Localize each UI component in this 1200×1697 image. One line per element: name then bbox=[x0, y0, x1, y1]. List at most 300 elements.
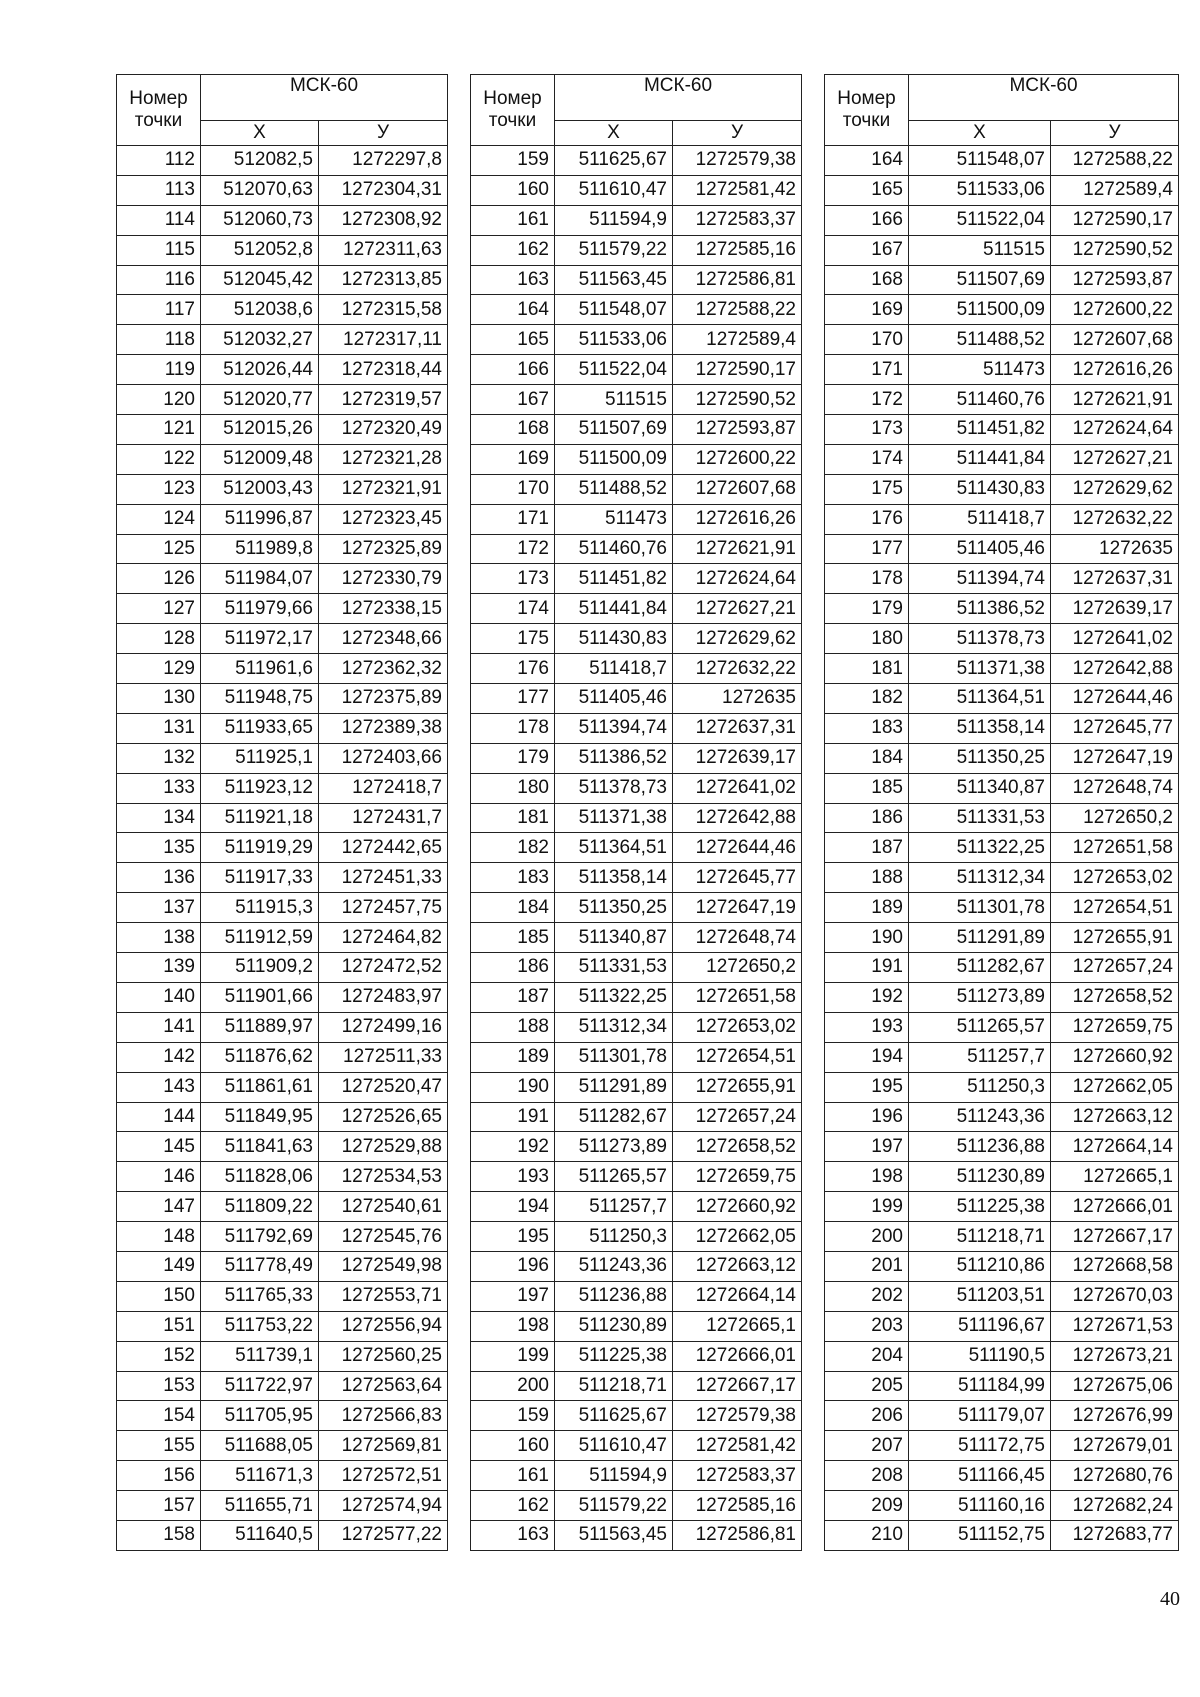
x-coordinate-cell: 511849,95 bbox=[201, 1102, 319, 1132]
y-coordinate-cell: 1272666,01 bbox=[1051, 1192, 1179, 1222]
y-coordinate-cell: 1272624,64 bbox=[673, 564, 802, 594]
table-row bbox=[825, 295, 1179, 325]
x-coordinate-cell: 512038,6 bbox=[201, 295, 319, 325]
table-row bbox=[825, 265, 1179, 295]
table-row bbox=[471, 1042, 802, 1072]
point-number-cell: 156 bbox=[117, 1461, 201, 1491]
y-coordinate-cell: 1272639,17 bbox=[1051, 594, 1179, 624]
y-coordinate-cell: 1272581,42 bbox=[673, 1431, 802, 1461]
point-number-cell: 125 bbox=[117, 534, 201, 564]
x-coordinate-cell: 511196,67 bbox=[909, 1311, 1051, 1341]
x-coordinate-cell: 511273,89 bbox=[555, 1132, 673, 1162]
y-coordinate-cell: 1272673,21 bbox=[1051, 1341, 1179, 1371]
x-coordinate-cell: 511225,38 bbox=[555, 1341, 673, 1371]
point-number-cell: 194 bbox=[471, 1192, 555, 1222]
y-coordinate-cell: 1272624,64 bbox=[1051, 415, 1179, 445]
y-coordinate-cell: 1272321,28 bbox=[319, 444, 448, 474]
y-coordinate-cell: 1272483,97 bbox=[319, 982, 448, 1012]
table-row bbox=[471, 803, 802, 833]
table-row bbox=[117, 1311, 448, 1341]
x-coordinate-cell: 511765,33 bbox=[201, 1281, 319, 1311]
table-row bbox=[471, 1162, 802, 1192]
table-row bbox=[117, 1281, 448, 1311]
x-coordinate-cell: 511841,63 bbox=[201, 1132, 319, 1162]
y-column-header: У bbox=[319, 121, 448, 146]
table-row bbox=[117, 474, 448, 504]
table-row bbox=[117, 1371, 448, 1401]
x-coordinate-cell: 511972,17 bbox=[201, 624, 319, 654]
table-row bbox=[825, 1102, 1179, 1132]
point-number-cell: 167 bbox=[825, 235, 909, 265]
point-number-cell: 178 bbox=[825, 564, 909, 594]
x-coordinate-cell: 511322,25 bbox=[909, 833, 1051, 863]
point-number-cell: 202 bbox=[825, 1281, 909, 1311]
x-coordinate-cell: 511243,36 bbox=[555, 1251, 673, 1281]
x-coordinate-cell: 511386,52 bbox=[555, 743, 673, 773]
table-row bbox=[117, 295, 448, 325]
y-coordinate-cell: 1272644,46 bbox=[1051, 684, 1179, 714]
y-coordinate-cell: 1272572,51 bbox=[319, 1461, 448, 1491]
point-number-cell: 173 bbox=[471, 564, 555, 594]
x-coordinate-cell: 511340,87 bbox=[555, 923, 673, 953]
point-number-cell: 147 bbox=[117, 1192, 201, 1222]
y-coordinate-cell: 1272579,38 bbox=[673, 146, 802, 176]
y-coordinate-cell: 1272644,46 bbox=[673, 833, 802, 863]
y-coordinate-cell: 1272683,77 bbox=[1051, 1520, 1179, 1550]
x-coordinate-cell: 511230,89 bbox=[909, 1162, 1051, 1192]
table-row bbox=[471, 863, 802, 893]
y-coordinate-cell: 1272607,68 bbox=[673, 474, 802, 504]
x-coordinate-cell: 511364,51 bbox=[909, 684, 1051, 714]
table-row bbox=[117, 1162, 448, 1192]
table-row bbox=[471, 1012, 802, 1042]
coordinate-table bbox=[824, 74, 1179, 1551]
x-coordinate-cell: 511371,38 bbox=[555, 803, 673, 833]
point-number-cell: 207 bbox=[825, 1431, 909, 1461]
table-row bbox=[471, 385, 802, 415]
x-coordinate-cell: 511925,1 bbox=[201, 743, 319, 773]
x-coordinate-cell: 511322,25 bbox=[555, 982, 673, 1012]
x-coordinate-cell: 511610,47 bbox=[555, 175, 673, 205]
point-number-cell: 201 bbox=[825, 1251, 909, 1281]
point-number-cell: 135 bbox=[117, 833, 201, 863]
point-number-cell: 136 bbox=[117, 863, 201, 893]
y-coordinate-cell: 1272654,51 bbox=[1051, 893, 1179, 923]
y-coordinate-cell: 1272588,22 bbox=[1051, 146, 1179, 176]
y-coordinate-cell: 1272635 bbox=[673, 684, 802, 714]
point-number-cell: 117 bbox=[117, 295, 201, 325]
x-coordinate-cell: 511473 bbox=[909, 355, 1051, 385]
point-number-cell: 188 bbox=[471, 1012, 555, 1042]
table-row bbox=[825, 1072, 1179, 1102]
table-row bbox=[825, 534, 1179, 564]
point-number-cell: 180 bbox=[471, 773, 555, 803]
point-number-cell: 121 bbox=[117, 415, 201, 445]
y-coordinate-cell: 1272650,2 bbox=[1051, 803, 1179, 833]
point-number-cell: 168 bbox=[471, 415, 555, 445]
table-row bbox=[117, 923, 448, 953]
x-coordinate-cell: 511671,3 bbox=[201, 1461, 319, 1491]
point-number-cell: 143 bbox=[117, 1072, 201, 1102]
table-row bbox=[117, 1132, 448, 1162]
point-number-cell: 112 bbox=[117, 146, 201, 176]
y-coordinate-cell: 1272647,19 bbox=[673, 893, 802, 923]
table-row bbox=[117, 1222, 448, 1252]
point-number-cell: 130 bbox=[117, 684, 201, 714]
y-coordinate-cell: 1272671,53 bbox=[1051, 1311, 1179, 1341]
table-row bbox=[825, 953, 1179, 983]
point-number-cell: 114 bbox=[117, 205, 201, 235]
table-row bbox=[471, 205, 802, 235]
y-coordinate-cell: 1272588,22 bbox=[673, 295, 802, 325]
x-coordinate-cell: 511394,74 bbox=[909, 564, 1051, 594]
y-coordinate-cell: 1272632,22 bbox=[673, 654, 802, 684]
y-coordinate-cell: 1272442,65 bbox=[319, 833, 448, 863]
table-row bbox=[825, 773, 1179, 803]
point-number-cell: 206 bbox=[825, 1401, 909, 1431]
x-coordinate-cell: 511218,71 bbox=[909, 1222, 1051, 1252]
x-coordinate-cell: 511979,66 bbox=[201, 594, 319, 624]
table-row bbox=[825, 175, 1179, 205]
point-number-cell: 129 bbox=[117, 654, 201, 684]
table-row bbox=[825, 923, 1179, 953]
y-coordinate-cell: 1272629,62 bbox=[1051, 474, 1179, 504]
y-coordinate-cell: 1272627,21 bbox=[1051, 444, 1179, 474]
point-number-cell: 164 bbox=[825, 146, 909, 176]
x-coordinate-cell: 511917,33 bbox=[201, 863, 319, 893]
x-coordinate-cell: 511378,73 bbox=[909, 624, 1051, 654]
coordinate-system-header: МСК-60 bbox=[201, 75, 448, 121]
table-row bbox=[117, 146, 448, 176]
table-row bbox=[117, 863, 448, 893]
point-number-cell: 171 bbox=[471, 504, 555, 534]
point-number-header: Номер точки bbox=[825, 75, 909, 146]
y-coordinate-cell: 1272667,17 bbox=[673, 1371, 802, 1401]
y-coordinate-cell: 1272590,52 bbox=[673, 385, 802, 415]
x-coordinate-cell: 511441,84 bbox=[909, 444, 1051, 474]
y-coordinate-cell: 1272590,52 bbox=[1051, 235, 1179, 265]
table-row bbox=[471, 1520, 802, 1550]
point-number-cell: 134 bbox=[117, 803, 201, 833]
x-coordinate-cell: 512032,27 bbox=[201, 325, 319, 355]
y-coordinate-cell: 1272317,11 bbox=[319, 325, 448, 355]
point-number-cell: 180 bbox=[825, 624, 909, 654]
x-coordinate-cell: 511331,53 bbox=[555, 953, 673, 983]
table-row bbox=[471, 1281, 802, 1311]
point-number-cell: 123 bbox=[117, 474, 201, 504]
y-coordinate-cell: 1272666,01 bbox=[673, 1341, 802, 1371]
table-row bbox=[825, 654, 1179, 684]
table-row bbox=[825, 1251, 1179, 1281]
x-coordinate-cell: 511265,57 bbox=[909, 1012, 1051, 1042]
y-coordinate-cell: 1272464,82 bbox=[319, 923, 448, 953]
x-coordinate-cell: 511225,38 bbox=[909, 1192, 1051, 1222]
table-row bbox=[471, 893, 802, 923]
x-coordinate-cell: 511989,8 bbox=[201, 534, 319, 564]
y-coordinate-cell: 1272325,89 bbox=[319, 534, 448, 564]
y-coordinate-cell: 1272586,81 bbox=[673, 1520, 802, 1550]
y-coordinate-cell: 1272665,1 bbox=[1051, 1162, 1179, 1192]
point-number-cell: 188 bbox=[825, 863, 909, 893]
y-coordinate-cell: 1272560,25 bbox=[319, 1341, 448, 1371]
table-row bbox=[117, 594, 448, 624]
point-number-cell: 139 bbox=[117, 953, 201, 983]
table-row bbox=[471, 654, 802, 684]
x-coordinate-cell: 511418,7 bbox=[555, 654, 673, 684]
y-coordinate-cell: 1272680,76 bbox=[1051, 1461, 1179, 1491]
x-coordinate-cell: 511548,07 bbox=[909, 146, 1051, 176]
x-coordinate-cell: 511473 bbox=[555, 504, 673, 534]
table-row bbox=[471, 624, 802, 654]
x-coordinate-cell: 511705,95 bbox=[201, 1401, 319, 1431]
table-row bbox=[117, 205, 448, 235]
y-coordinate-cell: 1272499,16 bbox=[319, 1012, 448, 1042]
point-number-cell: 159 bbox=[471, 146, 555, 176]
point-number-cell: 169 bbox=[471, 444, 555, 474]
table-row bbox=[117, 175, 448, 205]
x-coordinate-cell: 511655,71 bbox=[201, 1491, 319, 1521]
y-coordinate-cell: 1272607,68 bbox=[1051, 325, 1179, 355]
x-coordinate-cell: 511500,09 bbox=[555, 444, 673, 474]
table-row bbox=[117, 1520, 448, 1550]
x-coordinate-cell: 511257,7 bbox=[909, 1042, 1051, 1072]
point-number-cell: 159 bbox=[471, 1401, 555, 1431]
x-coordinate-cell: 511236,88 bbox=[555, 1281, 673, 1311]
x-coordinate-cell: 511160,16 bbox=[909, 1491, 1051, 1521]
x-coordinate-cell: 511273,89 bbox=[909, 982, 1051, 1012]
x-coordinate-cell: 511809,22 bbox=[201, 1192, 319, 1222]
table-row bbox=[471, 1222, 802, 1252]
point-number-cell: 169 bbox=[825, 295, 909, 325]
point-number-cell: 195 bbox=[825, 1072, 909, 1102]
point-number-cell: 171 bbox=[825, 355, 909, 385]
point-number-cell: 119 bbox=[117, 355, 201, 385]
y-coordinate-cell: 1272320,49 bbox=[319, 415, 448, 445]
x-coordinate-cell: 511828,06 bbox=[201, 1162, 319, 1192]
table-row bbox=[825, 564, 1179, 594]
y-coordinate-cell: 1272590,17 bbox=[1051, 205, 1179, 235]
point-number-cell: 149 bbox=[117, 1251, 201, 1281]
y-column-header: У bbox=[673, 121, 802, 146]
point-number-cell: 174 bbox=[471, 594, 555, 624]
table-row bbox=[117, 833, 448, 863]
x-coordinate-cell: 511236,88 bbox=[909, 1132, 1051, 1162]
point-number-cell: 116 bbox=[117, 265, 201, 295]
point-number-cell: 195 bbox=[471, 1222, 555, 1252]
y-coordinate-cell: 1272664,14 bbox=[673, 1281, 802, 1311]
table-row bbox=[471, 564, 802, 594]
table-row bbox=[825, 893, 1179, 923]
x-coordinate-cell: 511386,52 bbox=[909, 594, 1051, 624]
point-number-cell: 168 bbox=[825, 265, 909, 295]
y-coordinate-cell: 1272627,21 bbox=[673, 594, 802, 624]
x-coordinate-cell: 511984,07 bbox=[201, 564, 319, 594]
x-coordinate-cell: 511901,66 bbox=[201, 982, 319, 1012]
point-number-cell: 170 bbox=[825, 325, 909, 355]
y-coordinate-cell: 1272315,58 bbox=[319, 295, 448, 325]
point-number-cell: 192 bbox=[471, 1132, 555, 1162]
x-coordinate-cell: 511394,74 bbox=[555, 713, 673, 743]
table-row bbox=[825, 1491, 1179, 1521]
point-number-cell: 182 bbox=[825, 684, 909, 714]
y-coordinate-cell: 1272338,15 bbox=[319, 594, 448, 624]
table-row bbox=[117, 773, 448, 803]
table-row bbox=[825, 594, 1179, 624]
x-coordinate-cell: 511441,84 bbox=[555, 594, 673, 624]
table-row bbox=[471, 1461, 802, 1491]
point-number-cell: 194 bbox=[825, 1042, 909, 1072]
point-number-cell: 175 bbox=[825, 474, 909, 504]
table-row bbox=[117, 1491, 448, 1521]
y-coordinate-cell: 1272585,16 bbox=[673, 1491, 802, 1521]
y-coordinate-cell: 1272616,26 bbox=[1051, 355, 1179, 385]
y-coordinate-cell: 1272663,12 bbox=[673, 1251, 802, 1281]
y-coordinate-cell: 1272662,05 bbox=[673, 1222, 802, 1252]
y-coordinate-cell: 1272653,02 bbox=[1051, 863, 1179, 893]
y-coordinate-cell: 1272637,31 bbox=[673, 713, 802, 743]
x-coordinate-cell: 511282,67 bbox=[555, 1102, 673, 1132]
x-coordinate-cell: 511350,25 bbox=[909, 743, 1051, 773]
y-coordinate-cell: 1272664,14 bbox=[1051, 1132, 1179, 1162]
y-coordinate-cell: 1272593,87 bbox=[1051, 265, 1179, 295]
x-coordinate-cell: 511331,53 bbox=[909, 803, 1051, 833]
table-row bbox=[117, 803, 448, 833]
point-number-cell: 157 bbox=[117, 1491, 201, 1521]
y-coordinate-cell: 1272645,77 bbox=[673, 863, 802, 893]
table-row bbox=[471, 773, 802, 803]
point-number-cell: 187 bbox=[471, 982, 555, 1012]
x-coordinate-cell: 511625,67 bbox=[555, 1401, 673, 1431]
point-number-cell: 126 bbox=[117, 564, 201, 594]
table-row bbox=[117, 1102, 448, 1132]
table-row bbox=[471, 594, 802, 624]
x-coordinate-cell: 511312,34 bbox=[909, 863, 1051, 893]
x-column-header: Х bbox=[201, 121, 319, 146]
y-coordinate-cell: 1272563,64 bbox=[319, 1371, 448, 1401]
x-coordinate-cell: 511640,5 bbox=[201, 1520, 319, 1550]
point-number-cell: 158 bbox=[117, 1520, 201, 1550]
y-coordinate-cell: 1272403,66 bbox=[319, 743, 448, 773]
x-coordinate-cell: 511861,61 bbox=[201, 1072, 319, 1102]
point-number-cell: 137 bbox=[117, 893, 201, 923]
y-coordinate-cell: 1272676,99 bbox=[1051, 1401, 1179, 1431]
x-coordinate-cell: 511358,14 bbox=[555, 863, 673, 893]
point-number-cell: 176 bbox=[471, 654, 555, 684]
y-coordinate-cell: 1272319,57 bbox=[319, 385, 448, 415]
y-coordinate-cell: 1272589,4 bbox=[673, 325, 802, 355]
y-coordinate-cell: 1272574,94 bbox=[319, 1491, 448, 1521]
table-row bbox=[117, 953, 448, 983]
y-coordinate-cell: 1272579,38 bbox=[673, 1401, 802, 1431]
point-number-cell: 191 bbox=[825, 953, 909, 983]
x-coordinate-cell: 511548,07 bbox=[555, 295, 673, 325]
x-coordinate-cell: 511722,97 bbox=[201, 1371, 319, 1401]
table-row bbox=[117, 1072, 448, 1102]
coordinate-system-header: МСК-60 bbox=[909, 75, 1179, 121]
x-coordinate-cell: 511488,52 bbox=[555, 474, 673, 504]
x-coordinate-cell: 512045,42 bbox=[201, 265, 319, 295]
x-coordinate-cell: 511919,29 bbox=[201, 833, 319, 863]
x-coordinate-cell: 511933,65 bbox=[201, 713, 319, 743]
x-coordinate-cell: 511876,62 bbox=[201, 1042, 319, 1072]
x-coordinate-cell: 511579,22 bbox=[555, 235, 673, 265]
x-coordinate-cell: 511563,45 bbox=[555, 265, 673, 295]
table-row bbox=[471, 175, 802, 205]
table-row bbox=[117, 564, 448, 594]
table-row bbox=[825, 713, 1179, 743]
table-row bbox=[825, 235, 1179, 265]
y-coordinate-cell: 1272675,06 bbox=[1051, 1371, 1179, 1401]
x-coordinate-cell: 511250,3 bbox=[909, 1072, 1051, 1102]
table-row bbox=[117, 235, 448, 265]
y-coordinate-cell: 1272549,98 bbox=[319, 1251, 448, 1281]
x-column-header: Х bbox=[555, 121, 673, 146]
x-coordinate-cell: 511889,97 bbox=[201, 1012, 319, 1042]
point-number-cell: 199 bbox=[471, 1341, 555, 1371]
x-coordinate-cell: 511230,89 bbox=[555, 1311, 673, 1341]
y-coordinate-cell: 1272629,62 bbox=[673, 624, 802, 654]
x-coordinate-cell: 511184,99 bbox=[909, 1371, 1051, 1401]
y-coordinate-cell: 1272583,37 bbox=[673, 205, 802, 235]
y-coordinate-cell: 1272304,31 bbox=[319, 175, 448, 205]
x-coordinate-cell: 511778,49 bbox=[201, 1251, 319, 1281]
x-coordinate-cell: 511451,82 bbox=[909, 415, 1051, 445]
point-number-cell: 122 bbox=[117, 444, 201, 474]
table-row bbox=[471, 325, 802, 355]
y-coordinate-cell: 1272534,53 bbox=[319, 1162, 448, 1192]
table-row bbox=[117, 982, 448, 1012]
y-coordinate-cell: 1272311,63 bbox=[319, 235, 448, 265]
y-coordinate-cell: 1272648,74 bbox=[673, 923, 802, 953]
point-number-cell: 164 bbox=[471, 295, 555, 325]
x-coordinate-cell: 511507,69 bbox=[909, 265, 1051, 295]
point-number-cell: 150 bbox=[117, 1281, 201, 1311]
x-coordinate-cell: 512009,48 bbox=[201, 444, 319, 474]
table-row bbox=[117, 534, 448, 564]
x-coordinate-cell: 511507,69 bbox=[555, 415, 673, 445]
point-number-header: Номер точки bbox=[117, 75, 201, 146]
point-number-cell: 118 bbox=[117, 325, 201, 355]
x-coordinate-cell: 511190,5 bbox=[909, 1341, 1051, 1371]
point-number-cell: 172 bbox=[471, 534, 555, 564]
table-row bbox=[117, 504, 448, 534]
table-row bbox=[117, 893, 448, 923]
x-coordinate-cell: 511909,2 bbox=[201, 953, 319, 983]
x-coordinate-cell: 511172,75 bbox=[909, 1431, 1051, 1461]
point-number-cell: 186 bbox=[825, 803, 909, 833]
point-number-cell: 190 bbox=[471, 1072, 555, 1102]
point-number-cell: 187 bbox=[825, 833, 909, 863]
y-coordinate-cell: 1272389,38 bbox=[319, 713, 448, 743]
point-number-cell: 183 bbox=[471, 863, 555, 893]
x-coordinate-cell: 511301,78 bbox=[555, 1042, 673, 1072]
x-coordinate-cell: 511291,89 bbox=[555, 1072, 673, 1102]
x-coordinate-cell: 511250,3 bbox=[555, 1222, 673, 1252]
y-coordinate-cell: 1272451,33 bbox=[319, 863, 448, 893]
y-coordinate-cell: 1272362,32 bbox=[319, 654, 448, 684]
y-coordinate-cell: 1272616,26 bbox=[673, 504, 802, 534]
point-number-cell: 165 bbox=[471, 325, 555, 355]
y-coordinate-cell: 1272589,4 bbox=[1051, 175, 1179, 205]
table-row bbox=[825, 1281, 1179, 1311]
coordinate-table bbox=[116, 74, 448, 1551]
y-coordinate-cell: 1272658,52 bbox=[673, 1132, 802, 1162]
x-coordinate-cell: 511460,76 bbox=[909, 385, 1051, 415]
table-row bbox=[825, 1431, 1179, 1461]
y-coordinate-cell: 1272642,88 bbox=[673, 803, 802, 833]
point-number-cell: 185 bbox=[471, 923, 555, 953]
x-coordinate-cell: 511460,76 bbox=[555, 534, 673, 564]
